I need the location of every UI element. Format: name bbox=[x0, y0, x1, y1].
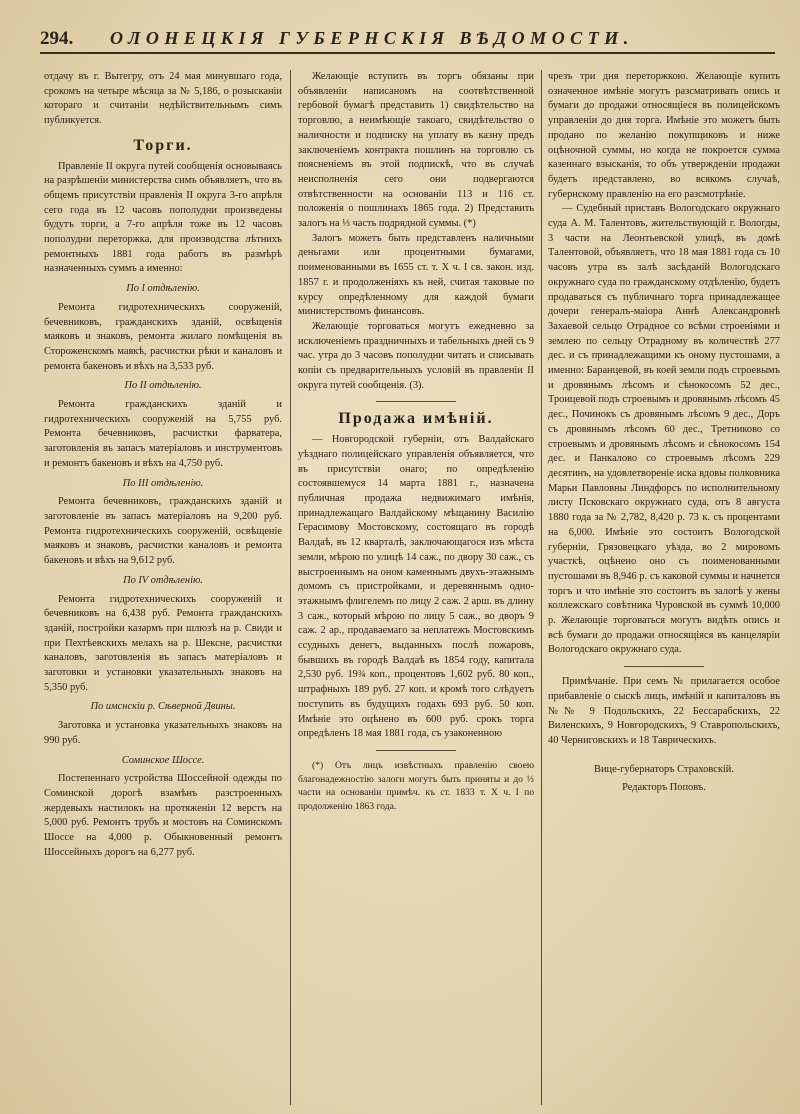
subheading-dept-4: По IV отдѣленію. bbox=[123, 574, 203, 586]
running-title: ОЛОНЕЦКІЯ ГУБЕРНСКІЯ ВѢДОМОСТИ. bbox=[110, 28, 634, 48]
sominskoe-text: Постепеннаго устройства Шоссейной одежды по Соминской дорогѣ взамѣнъ разстроенныхъ жердевыхъ настилокъ на протяженіи 12 верстъ на 5,000 руб. Ремонтъ трубъ и мостовъ на Соминскомъ Шоссе на 4,000 р. Обыкновенный ремонтъ Шоссейныхъ дорогъ на 6,277 руб. bbox=[44, 773, 282, 858]
vologda-sale-notice: — Судебный приставъ Вологодскаго окружнаго суда А. М. Талентовъ, жительствующій г. Вологды, 3 части на Леонтьевской улицѣ, въ домѣ Талентовой, объявляетъ, что 18 мая 1881 года съ 10 часовъ утра въ залѣ засѣданій Вологодскаго окружнаго суда по гражданскому отдѣленію, будетъ продаваться съ публичнаго торга принадлежащее дочери генералъ-маіора Аннѣ Александровнѣ Захаевой сельцо Отрадное со всѣми строеніями и землею по сельцу Отрадному въ количествѣ 277 дес. и съ принадлежащими къ оному пустошами, а именно: Баранцевой, въ коей земли подъ строевымъ и дровянымъ лѣсомъ и сѣнокосомъ 52 дес., Троицевой подъ строевымъ и дровянымъ лѣсомъ 45 дес., Починокъ съ дровянымъ лѣсомъ 9 дес., Доръ съ дровянымъ лѣсомъ 60 дес., Третниково со строевымъ и дровянымъ лѣсомъ и сѣнокосомъ 154 дес. и Панкалово со строевымъ лѣсомъ 229 десятинъ, на удовлетвореніе иска вдовы полковника Марьи Павловны Линдфорсъ по исполнительному листу Псковскаго окружнаго суда, отъ 8 августа 1880 года за № 2,782, 8,420 р. 73 к. съ процентами на 6,000. Имѣніе это состоитъ Вологодской губерніи, Грязовецкаго уѣзда, во 2 мировомъ участкѣ, оцѣнено оно съ поименованными пустошами въ 8,946 р. съ каковой суммы и начнется торгъ и что имѣніе это состоитъ въ залогѣ у жены коллежскаго совѣтника Чуровской въ суммѣ 10,000 р. Желающіе торговаться могутъ видѣть опись и всѣ бумаги до продажи относящіяся въ канцеляріи Вологодскаго окружнаго суда. bbox=[548, 203, 780, 656]
section-heading-torgi: Торги. bbox=[133, 136, 193, 154]
section-heading-sale: Продажа имѣній. bbox=[338, 410, 494, 428]
editor-signature: Редакторъ Поповъ. bbox=[622, 782, 706, 794]
column-middle bbox=[298, 70, 534, 1100]
dvina-text: Заготовка и установка указательныхъ знаковъ на 990 руб. bbox=[44, 720, 282, 746]
supplement-note: Примѣчаніе. При семъ № прилагается особое прибавленіе о сыскѣ лицъ, имѣній и капиталовъ въ №№ 9 Подольскихъ, 22 Бессарабскихъ, 22 Виленскихъ, 9 Новгородскихъ, 9 Ставропольскихъ, 40 Черниговскихъ и 18 Таврическихъ. bbox=[548, 676, 780, 746]
column-left bbox=[44, 70, 282, 1100]
valdai-sale-continued: чрезъ три дня переторжкою. Желающіе купить означенное имѣніе могутъ разсматривать опись и бумаги до продажи относящіеся въ полицейскомъ управленіи до дня торга. Имѣніе это можетъ быть продано по желанію покупщиковъ и ниже оцѣночной суммы, но когда не покроется сумма казеннаго взысканія, то объ утвержденіи продажи будетъ представлено, во всякомъ случаѣ, губернскому правленію на его разсмотрѣніе. bbox=[548, 71, 780, 200]
subheading-dept-2: По II отдѣленію. bbox=[124, 380, 202, 392]
column-right bbox=[548, 70, 780, 1100]
column-rule-left bbox=[290, 70, 291, 1105]
subheading-dept-1: По I отдѣленію. bbox=[126, 283, 200, 295]
column-rule-right bbox=[541, 70, 542, 1105]
tender-conditions: Желающіе вступить въ торгъ обязаны при объявленіи написаномъ на соотвѣтственной гербовой бумагѣ представить 1) свидѣтельство на торговлю, а неимѣющіе такоаго, свидѣтельство о наличности и подписку на уплату въ казну предъ заключеніемъ контракта пошлинъ на торговлю съ поясненіемъ въ этой подпискѣ, что въ случаѣ неисполненія сего они подвергаются отвѣтственности на основаніи 113 и 116 ст. положенія о пошлинахъ 1865 года. 2) Представить залогъ на ⅓ часть подрядной суммы. (*) bbox=[298, 71, 534, 230]
subheading-dept-3: По III отдѣленію. bbox=[122, 477, 204, 489]
vice-governor-signature: Вице-губернаторъ Страховскій. bbox=[594, 763, 734, 775]
dept-4-text: Ремонта гидротехническихъ сооруженій и бечевниковъ на 6,438 руб. Ремонта гражданскихъ зданій, постройки казармъ при шлюзѣ на р. Свиди и при Пехтѣевскихъ мелахъ на р. Шексне, расчистки каналовъ, заготовленія въ запасъ матеріаловъ и заготовки и установки указательныхъ знаковъ на 5,350 руб. bbox=[44, 593, 282, 693]
footnote bbox=[298, 759, 534, 813]
footnote-text: (*) Отъ лицъ извѣстныхъ правленію своею благонадежностію залоги могутъ быть приняты и до ⅓ части на основаніи примѣч. къ ст. 1833 т. Х ч. I по продолженію 1863 года. bbox=[298, 759, 534, 812]
dept-3-text: Ремонта бечевниковъ, гражданскихъ зданій и заготовленіе въ запасъ матеріаловъ на 9,200 руб. Ремонта гидротехническихъ сооруженій, освѣщеніе маяковъ и знаковъ, расчистки каналовъ и ремонта бакеновъ и вѣхъ на 9,612 руб. bbox=[44, 496, 282, 567]
page-number: 294. bbox=[40, 28, 74, 49]
lost-document-notice: отдачу въ г. Вытегру, отъ 24 мая минувшаго года, срокомъ на четыре мѣсяца за № 5,186, о розысканіи котораго и считаніи недѣйствительнымъ симъ публикуется. bbox=[44, 71, 282, 127]
separator-rule bbox=[376, 401, 456, 402]
separator-rule-2 bbox=[624, 666, 704, 667]
footnote-rule bbox=[376, 750, 456, 751]
page-header bbox=[40, 26, 775, 54]
viewing-conditions: Желающіе торговаться могутъ ежедневно за исключеніемъ праздничныхъ и табельныхъ дней съ 9 час. утра до 3 часовъ пополудни читать и списывать копіи съ предварительныхъ условій въ правленіи II округа путей сообщенія. (3). bbox=[298, 320, 534, 391]
dept-2-text: Ремонта гражданскихъ зданій и гидротехническихъ сооруженій на 5,755 руб. Ремонта бечевниковъ, расчистки фарватера, заготовленія въ запасъ матеріаловъ и инструментовъ и ремонтъ бакеновъ и вѣхъ на 4,750 руб. bbox=[44, 399, 282, 469]
valdai-sale-notice: — Новгородской губерніи, отъ Валдайскаго уѣзднаго полицейскаго управленія объявляется, что въ присутствіи онаго; по опредѣленію состоявшемуся 14 марта 1881 г., назначена публичная продажа недвижимаго имѣнія, принадлежащаго Валдайскому мѣщанину Василію Герасимову Мостовскому, состоящаго въ городѣ Валдаѣ, въ 12 кварталѣ, заключающагося изъ мѣста земли, мѣрою по улицѣ 14 саж., по двору 30 саж., съ выстроеннымъ на оном каменнымъ двухъ-этажнымъ домомъ съ пристройками, и деревяннымъ одно-этажнымъ флигелемъ по лицу 2 саж. 2 арш. въ длину 3 саж., который мѣрою по лицу 5 саж., во дворъ 9 саж. 2 ар., продаваемаго за неплатежъ Мостовскимъ ссудныхъ денегъ, выданныхъ послѣ пожаровъ, бывшихъ въ городѣ Валдаѣ въ 1854 году, капитала 2,530 руб. 19¾ коп., процентовъ 1,602 руб. 80 коп., штрафныхъ 189 руб. 27 коп. и кромѣ того слѣдуетъ поступить въ будущихъ годахъ 693 руб. 50 коп. Имѣніе это оцѣнено въ 600 руб. срокъ торга опредѣленъ 18 мая 1881 года, съ узаконенною bbox=[298, 434, 534, 740]
dept-1-text: Ремонта гидротехническихъ сооруженій, бечевниковъ, гражданскихъ зданій, освѣщенія маяковъ и знаковъ, ремонта жилаго помѣщенія въ Стороженскомъ маякѣ, расчистки рѣки и каналовъ и ремонта бакеновъ и вѣхъ на 3,533 руб. bbox=[44, 301, 282, 372]
deposit-conditions: Залогъ можетъ быть представленъ наличными деньгами или процентными бумагами, поименованными въ 1655 ст. т. Х ч. I св. закон. изд. 1857 г. и продолженіяхъ къ ней, считая таковые по курсу опредѣленному для каждой бумаги министерствомъ финансовъ. bbox=[298, 232, 534, 318]
subheading-sominskoe: Соминское Шоссе. bbox=[121, 754, 205, 766]
subheading-dvina: По имснскіи р. Сѣверной Двины. bbox=[90, 701, 236, 713]
tender-announcement: Правленіе II округа путей сообщенія основываясь на разрѣшеніи министерства симъ объявляетъ, что въ общемъ присутствіи правленія II округа 3-го апрѣля сего года въ 12 часовъ пополудни произведены будутъ торги, а 7-го апрѣля тоже въ 12 часовъ пополудни переторжка, для производства лѣтнихъ ремонтныхъ 1881 года работъ въ размѣрѣ назначенныхъ суммъ а именно: bbox=[44, 160, 282, 275]
